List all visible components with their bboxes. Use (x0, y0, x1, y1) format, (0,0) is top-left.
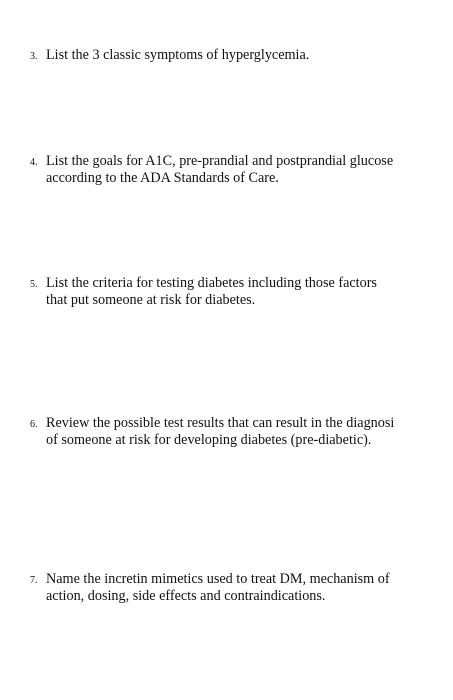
question-line: that put someone at risk for diabetes. (46, 292, 256, 308)
question-number: 6. (30, 419, 38, 430)
question-5 (30, 275, 440, 309)
question-line: Review the possible test results that can result in the diagnosi (46, 415, 395, 431)
question-text (46, 571, 440, 605)
question-line: according to the ADA Standards of Care. (46, 170, 279, 186)
question-text (46, 275, 440, 309)
question-text (46, 415, 440, 449)
question-text (46, 153, 440, 187)
question-number: 3. (30, 51, 38, 62)
question-3 (30, 47, 440, 64)
question-6 (30, 415, 440, 449)
question-line: of someone at risk for developing diabetes (pre-diabetic). (46, 432, 372, 448)
question-number: 4. (30, 157, 38, 168)
question-number: 7. (30, 575, 38, 586)
question-line: Name the incretin mimetics used to treat DM, mechanism of (46, 571, 390, 587)
question-4 (30, 153, 440, 187)
question-line: action, dosing, side effects and contraindications. (46, 588, 326, 604)
question-number: 5. (30, 279, 38, 290)
question-line: List the criteria for testing diabetes including those factors (46, 275, 377, 291)
question-line: List the 3 classic symptoms of hyperglycemia. (46, 47, 310, 63)
question-7 (30, 571, 440, 605)
question-text (46, 47, 440, 64)
question-line: List the goals for A1C, pre-prandial and postprandial glucose (46, 153, 394, 169)
